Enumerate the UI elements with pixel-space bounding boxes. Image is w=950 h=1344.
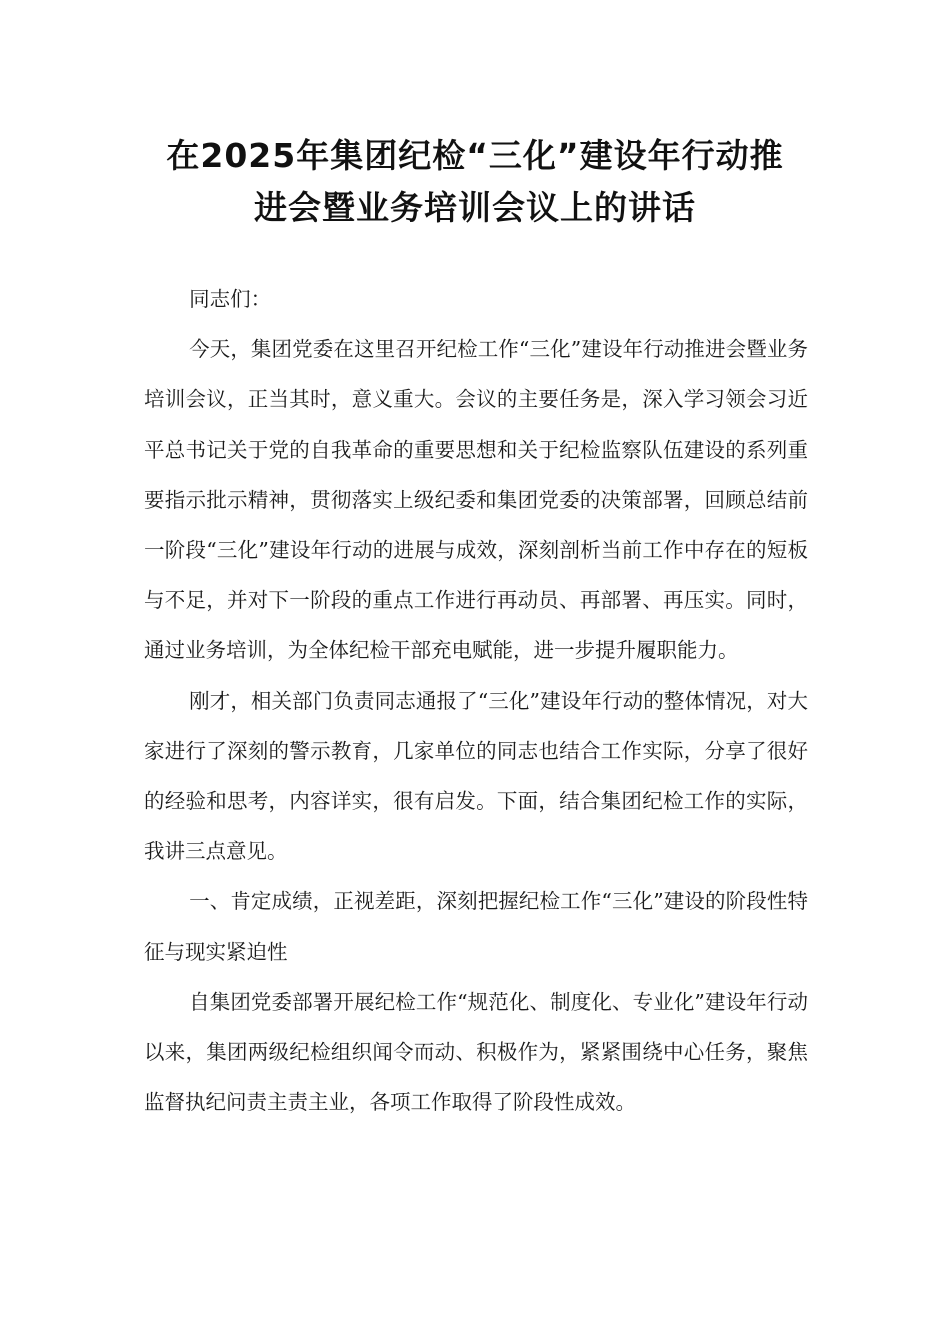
paragraph-review: 刚才，相关部门负责同志通报了“三化”建设年行动的整体情况，对大家进行了深刻的警示教育，几家单位的同志也结合工作实际，分享了很好的经验和思考，内容详实，很有启发。下面，结合集团纪检工作的实际，我讲三点意见。 [144,688,808,864]
paragraph-achievements: 自集团党委部署开展纪检工作“规范化、制度化、专业化”建设年行动以来，集团两级纪检组织闻令而动、积极作为，紧紧围绕中心任务，聚焦监督执纪问责主责主业，各项工作取得了阶段性成效。 [144,989,808,1115]
title-line-2: 进会暨业务培训会议上的讲话 [254,188,696,227]
salutation: 同志们： [189,287,272,311]
paragraph-opening: 今天，集团党委在这里召开纪检工作“三化”建设年行动推进会暨业务培训会议，正当其时，意义重大。会议的主要任务是，深入学习领会习近平总书记关于党的自我革命的重要思想和关于纪检监察队伍建设的系列重要指示批示精神，贯彻落实上级纪委和集团党委的决策部署，回顾总结前一阶段“三化”建设年行动的进展与成效，深刻剖析当前工作中存在的短板与不足，并对下一阶段的重点工作进行再动员、再部署、再压实。同时，通过业务培训，为全体纪检干部充电赋能，进一步提升履职能力。 [144,337,808,663]
section-heading-1: 一、肯定成绩，正视差距，深刻把握纪检工作“三化”建设的阶段性特征与现实紧迫性 [144,889,808,964]
document-title [120,130,830,234]
document-body [144,274,808,1127]
title-line-1: 在2025年集团纪检“三化”建设年行动推 [166,136,784,175]
